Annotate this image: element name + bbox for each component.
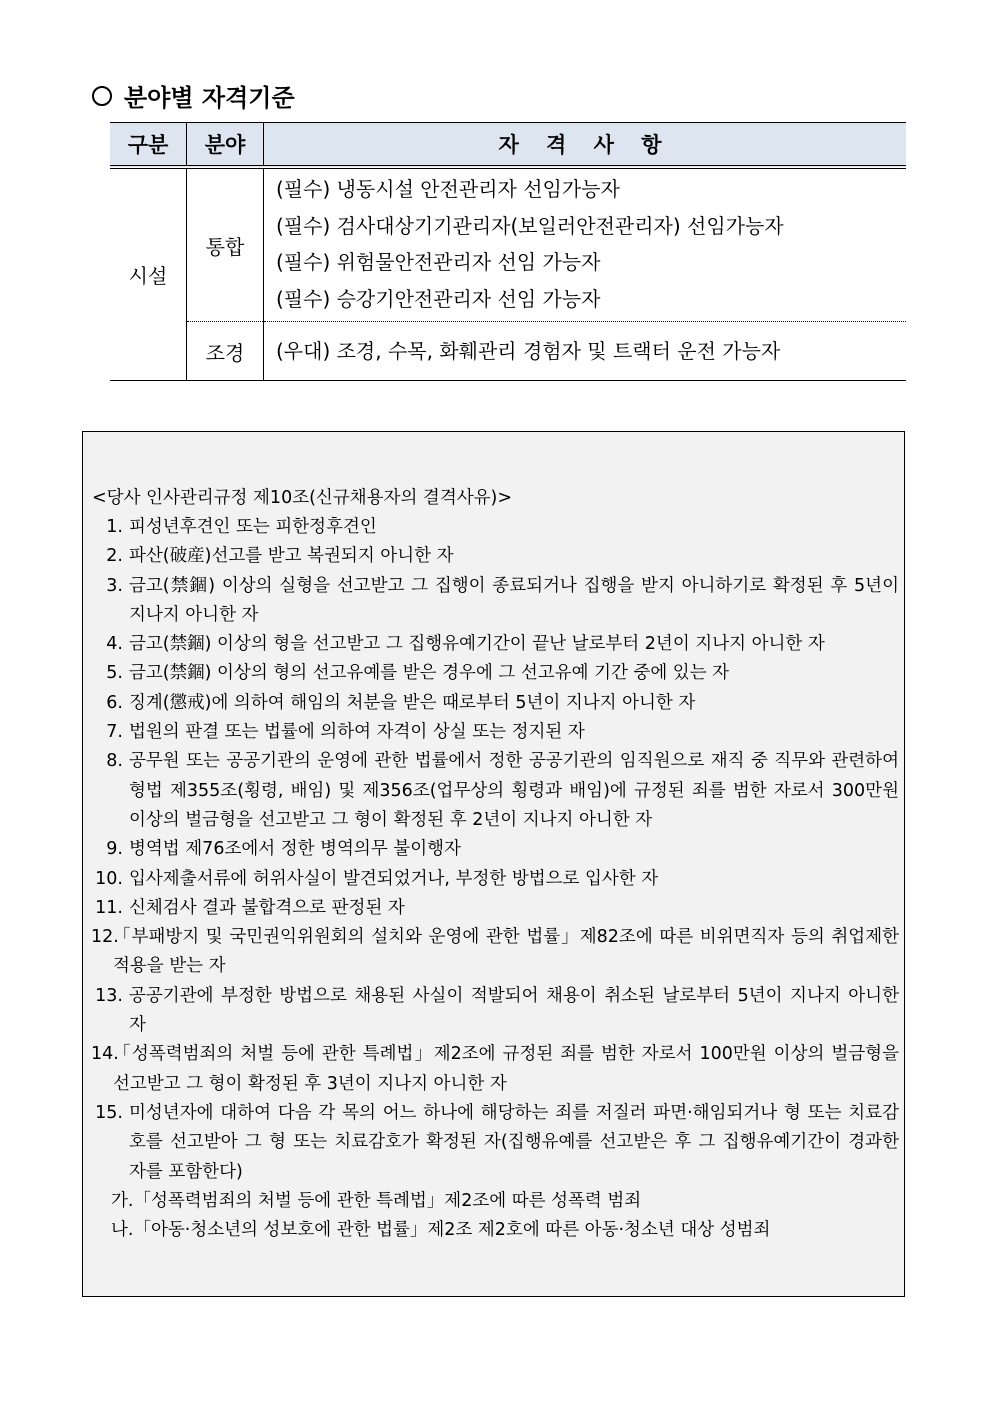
field-cell-integrated: 통합 xyxy=(187,167,264,322)
section-heading xyxy=(92,78,295,113)
requirement-line: (우대) 조경, 수목, 화훼관리 경험자 및 트랙터 운전 가능자 xyxy=(276,338,781,363)
item-number: 6. xyxy=(106,692,123,713)
item-text: 금고(禁錮) 이상의 형을 선고받고 그 집행유예기간이 끝난 날로부터 2년이 지나지 아니한 자 xyxy=(129,634,825,655)
sub-item: 나.「아동·청소년의 성보호에 관한 법률」제2조 제2호에 따른 아동·청소년 대상 성범죄 xyxy=(111,1220,771,1241)
requirements-cell-integrated xyxy=(264,167,907,322)
item-text: 「부패방지 및 국민권익위원회의 설치와 운영에 관한 법률」제82조에 따른 비위면직자 등의 취업제한 적용을 받는 자 xyxy=(113,927,899,977)
disqualification-box xyxy=(82,431,905,1297)
category-cell: 시설 xyxy=(110,167,187,381)
item-number: 1. xyxy=(106,517,123,537)
requirement-line: (필수) 냉동시설 안전관리자 선임가능자 xyxy=(276,177,620,201)
item-number: 14. xyxy=(91,1044,119,1065)
list-item xyxy=(91,894,899,923)
sub-item: 가.「성폭력범죄의 처벌 등에 관한 특례법」제2조에 따른 성폭력 범죄 xyxy=(111,1190,642,1211)
item-number: 8. xyxy=(106,751,123,772)
item-text: 입사제출서류에 허위사실이 발견되었거나, 부정한 방법으로 입사한 자 xyxy=(129,868,659,889)
requirements-cell-landscape xyxy=(264,322,907,381)
list-item xyxy=(91,718,899,747)
item-number: 4. xyxy=(106,634,123,655)
list-item xyxy=(91,659,899,688)
item-text: 공공기관에 부정한 방법으로 채용된 사실이 적발되어 채용이 취소된 날로부터 5년이 지나지 아니한 자 xyxy=(129,985,899,1036)
item-text: 「성폭력범죄의 처벌 등에 관한 특례법」제2조에 규정된 죄를 범한 자로서 100만원 이상의 벌금형을 선고받고 그 형이 확정된 후 3년이 지나지 아니한 자 xyxy=(113,1044,899,1094)
item-text: 신체검사 결과 불합격으로 판정된 자 xyxy=(129,897,405,918)
item-text: 금고(禁錮) 이상의 형의 선고유예를 받은 경우에 그 선고유예 기간 중에 있는 자 xyxy=(129,663,730,684)
qualification-table xyxy=(110,122,906,381)
table-row xyxy=(110,167,906,322)
list-item xyxy=(91,630,899,659)
requirement-line: (필수) 승강기안전관리자 선임 가능자 xyxy=(276,286,601,311)
list-item xyxy=(91,923,899,982)
item-number: 12. xyxy=(91,927,119,948)
list-item xyxy=(91,982,899,1041)
table-row xyxy=(110,322,906,381)
field-cell-landscape: 조경 xyxy=(187,322,264,381)
item-number: 9. xyxy=(106,839,123,860)
section-title: 분야별 자격기준 xyxy=(124,83,295,112)
item-text: 공무원 또는 공공기관의 운영에 관한 법률에서 정한 공공기관의 임직원으로 재직 중 직무와 관련하여 형법 제355조(횡령, 배임) 및 제356조(업무상의 횡령과 배임)에 규정된 죄를 범한 자로서 300만원 이상의 벌금형을 선고받고 그 형이 확정된 후 2년이 지나지 아니한 자 xyxy=(129,751,899,830)
item-number: 2. xyxy=(106,546,123,567)
item-text: 금고(禁錮) 이상의 실형을 선고받고 그 집행이 종료되거나 집행을 받지 아니하기로 확정된 후 5년이 지나지 아니한 자 xyxy=(129,575,899,625)
item-number: 15. xyxy=(95,1102,123,1123)
list-item xyxy=(91,542,899,571)
header-requirements: 자 격 사 항 xyxy=(264,123,907,168)
circle-bullet-icon xyxy=(92,86,112,106)
item-text: 병역법 제76조에서 정한 병역의무 불이행자 xyxy=(129,839,461,860)
requirement-line: (필수) 위험물안전관리자 선임 가능자 xyxy=(276,250,601,274)
item-number: 7. xyxy=(106,722,123,743)
item-text: 징계(懲戒)에 의하여 해임의 처분을 받은 때로부터 5년이 지나지 아니한 자 xyxy=(129,692,696,713)
item-number: 3. xyxy=(106,575,123,596)
list-item xyxy=(91,572,899,631)
item-text: 피성년후견인 또는 피한정후견인 xyxy=(129,517,377,537)
item-number: 13. xyxy=(95,985,123,1006)
list-item xyxy=(91,1040,899,1099)
disqualification-list xyxy=(91,513,899,1245)
item-text: 미성년자에 대하여 다음 각 목의 어느 하나에 해당하는 죄를 저질러 파면·해임되거나 형 또는 치료감호를 선고받아 그 형 또는 치료감호가 확정된 자(집행유예를 선고받은 후 그 집행유예기간이 경과한 자를 포함한다) xyxy=(129,1102,899,1182)
item-text: 파산(破産)선고를 받고 복권되지 아니한 자 xyxy=(129,546,454,567)
header-field: 분야 xyxy=(187,123,264,168)
list-item xyxy=(91,1099,899,1187)
item-number: 10. xyxy=(95,868,123,889)
item-number: 11. xyxy=(95,897,123,918)
list-item xyxy=(91,865,899,894)
box-title: <당사 인사관리규정 제10조(신규채용자의 결격사유)> xyxy=(92,488,513,508)
list-item xyxy=(91,835,899,864)
list-item xyxy=(91,689,899,718)
item-text: 법원의 판결 또는 법률에 의하여 자격이 상실 또는 정지된 자 xyxy=(129,722,585,743)
header-category: 구분 xyxy=(110,123,187,168)
list-item xyxy=(91,747,899,835)
item-number: 5. xyxy=(106,663,123,684)
list-item xyxy=(91,513,899,542)
requirement-line: (필수) 검사대상기기관리자(보일러안전관리자) 선임가능자 xyxy=(276,213,784,238)
table-header-row xyxy=(110,123,906,168)
